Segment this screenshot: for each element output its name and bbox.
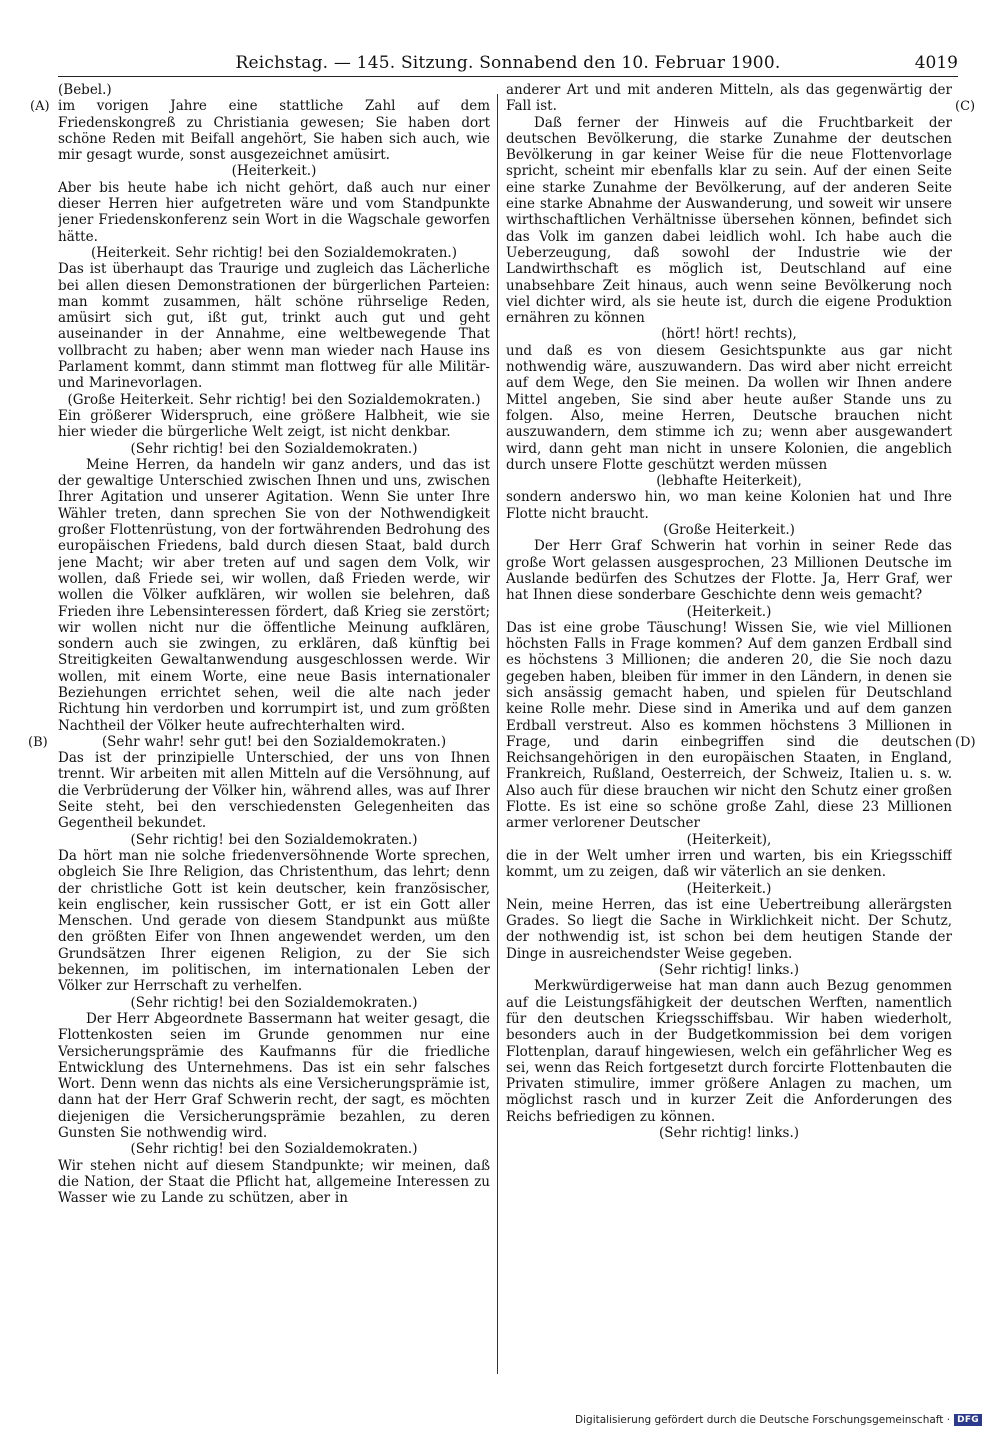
paragraph: Ein größerer Widerspruch, eine größere Halbheit, wie sie hier wieder die bürgerliche Welt zeigt, ist nicht denkbar.: [58, 407, 490, 441]
page-title: Reichstag. — 145. Sitzung. Sonnabend den 10. Februar 1900.: [235, 53, 781, 73]
interjection: (Sehr richtig! bei den Sozialdemokraten.): [130, 1141, 418, 1158]
paragraph: anderer Art und mit anderen Mitteln, als das gegenwärtig der Fall ist.: [506, 82, 952, 115]
interjection: (Sehr richtig! bei den Sozialdemokraten.): [130, 994, 418, 1011]
interjection: (Heiterkeit),: [686, 831, 772, 848]
interjection: (Sehr richtig! links.): [658, 962, 800, 979]
paragraph: die in der Welt umher irren und warten, bis ein Kriegsschiff kommt, um zu zeigen, daß wir väterlich an sie denken.: [506, 847, 952, 881]
page-header: [58, 50, 958, 77]
paragraph: sondern anderswo hin, wo man keine Kolonien hat und Ihre Flotte nicht braucht.: [506, 489, 952, 522]
dfg-logo-icon: DFG: [954, 1414, 982, 1426]
speaker-name: (Bebel.): [58, 82, 112, 98]
paragraph: Meine Herren, da handeln wir ganz anders, und das ist der gewaltige Unterschied zwischen Ihnen und uns, zwischen Ihrer Agitation und unserer Agitation. Wenn Sie unter Ihre Wähler treten, dann sprechen Sie von der Nothwendigkeit großer Flottenrüstung, von der fortwährenden Bedrohung des europäischen Friedens, bald durch diesen Staat, bald durch jene Macht; wir aber treten auf und sagen dem Volk, wir wollen, daß Friede sei, wir wollen, daß Frieden werde, wir wollen die Völker aufklären, wir wollen sie belehren, daß Frieden ihre Lebensinteressen fördert, daß Krieg sie zerstört; wir wollen nicht nur die öffentliche Meinung aufklären, sondern auch sie zwingen, zu erklären, daß künftig bei Streitigkeiten Gewaltanwendung ausgeschlossen werde. Wir wollen, mit einem Worte, eine neue Basis internationaler Beziehungen errichtet sehen, weil die alte nach jeder Richtung hin verdorben und korrumpirt ist, und zum größten Nachtheil der Völker heute aufrechterhalten wird.: [58, 456, 490, 734]
margin-mark-b: (B): [28, 735, 48, 750]
paragraph: Wir stehen nicht auf diesem Standpunkte; wir meinen, daß die Nation, der Staat die Pflicht hat, allgemeine Interessen zu Wasser wie zu Lande zu schützen, aber in: [58, 1157, 490, 1207]
interjection: (Sehr wahr! sehr gut! bei den Sozialdemokraten.): [101, 733, 447, 750]
margin-mark-c: (C): [955, 99, 976, 114]
paragraph: Das ist der prinzipielle Unterschied, der uns von Ihnen trennt. Wir arbeiten mit allen Mitteln auf die Versöhnung, auf die Verbrüderung der Völker hin, während alles, was auf Ihrer Seite steht, bei den verschiedensten Gelegenheiten das Gegentheil bekundet.: [58, 750, 490, 832]
interjection: (Heiterkeit.): [686, 603, 772, 620]
paragraph: Aber bis heute habe ich nicht gehört, daß auch nur einer dieser Herren hier aufgetreten wäre und vom Standpunkte jener Friedenskonferenz sein Wort in die Wagschale geworfen hätte.: [58, 179, 490, 245]
interjection: (lebhafte Heiterkeit),: [656, 473, 802, 490]
interjection: (hört! hört! rechts),: [661, 326, 797, 343]
paragraph: Der Herr Graf Schwerin hat vorhin in seiner Rede das große Wort gelassen ausgesprochen, 23 Millionen Deutsche im Auslande bedürfen des Schutzes der Flotte. Ja, Herr Graf, wer hat Ihnen diese sonderbare Geschichte denn weis gemacht?: [506, 538, 952, 604]
interjection: (Große Heiterkeit.): [663, 522, 795, 539]
paragraph: Merkwürdigerweise hat man dann auch Bezug genommen auf die Leistungsfähigkeit der deutschen Werften, namentlich für den deutschen Kriegsschiffsbau. Wir haben wiederholt, besonders auch in der Budgetkommission bei dem vorigen Flottenplan, darauf hingewiesen, welch ein gefährlicher Weg es sei, wenn das Reich fortgesetzt durch forcirte Flottenbauten die Privaten stimulire, immer größere Anlagen zu machen, um möglichst rasch und in kurzer Zeit die Anforderungen des Reichs befriedigen zu können.: [506, 978, 952, 1125]
page-number: 4019: [914, 53, 958, 73]
column-divider: [497, 94, 498, 1374]
right-column: [506, 82, 952, 1392]
margin-mark-d: (D): [955, 735, 976, 750]
paragraph: Der Herr Abgeordnete Bassermann hat weiter gesagt, die Flottenkosten seien im Grunde genommen nur eine Versicherungsprämie des Kaufmanns für die friedliche Entwicklung des Unternehmens. Das ist ein sehr falsches Wort. Denn wenn das nichts als eine Versicherungsprämie ist, dann hat der Herr Graf Schwerin recht, der sagt, es möchten diejenigen die Versicherungsprämie bezahlen, zu deren Gunsten Sie nothwendig wird.: [58, 1010, 490, 1141]
margin-mark-a: (A): [30, 99, 50, 114]
interjection: (Heiterkeit. Sehr richtig! bei den Sozialdemokraten.): [91, 244, 457, 261]
paragraph: Da hört man nie solche friedenversöhnende Worte sprechen, obgleich Sie Ihre Religion, das Christenthum, das lehrt; denn der christliche Gott ist kein deutscher, kein französischer, kein englischer, kein russischer Gott, er ist ein Gott aller Menschen. Und gerade von diesem Standpunkt aus müßte den größten Eifer von Ihnen angewendet werden, um den Grundsätzen Ihrer eigenen Religion, zu der Sie sich bekennen, im politischen, im internationalen Leben der Völker zur Herrschaft zu verhelfen.: [58, 847, 490, 995]
left-column: [58, 82, 490, 1392]
paragraph: Nein, meine Herren, das ist eine Uebertreibung allerärgsten Grades. So liegt die Sache in Wirklichkeit nicht. Der Schutz, der nothwendig ist, ist schon bei dem heutigen Stande der Dinge in ausreichendster Weise gegeben.: [506, 896, 952, 962]
interjection: (Heiterkeit.): [686, 880, 772, 897]
interjection: (Sehr richtig! bei den Sozialdemokraten.): [130, 440, 418, 457]
paragraph: Daß ferner der Hinweis auf die Fruchtbarkeit der deutschen Bevölkerung, die starke Zunahme der deutschen Bevölkerung in gar keiner Weise für die neue Flottenvorlage spricht, scheint mir ebenfalls klar zu sein. Auf der einen Seite eine starke Zunahme der Bevölkerung, auf der anderen Seite eine starke Abnahme der Auswanderung, und soweit wir unsere wirthschaftlichen Verhältnisse übersehen können, befindet sich das Volk im ganzen dabei leidlich wohl. Ich habe auch die Ueberzeugung, daß sowohl der Industrie wie der Landwirthschaft es möglich ist, Deutschland auf eine unabsehbare Zeit hinaus, auch wenn seine Bevölkerung noch viel dichter wird, als sie heute ist, durch die eigene Produktion ernähren zu können: [506, 114, 952, 327]
interjection: (Sehr richtig! bei den Sozialdemokraten.): [130, 831, 418, 848]
paragraph: Das ist überhaupt das Traurige und zugleich das Lächerliche bei allen diesen Demonstrationen der bürgerlichen Parteien: man kommt zusammen, hält schöne rührselige Reden, amüsirt sich gut, ißt gut, trinkt auch gut und geht auseinander in der Annahme, eine weltbewegende That vollbracht zu haben; aber wenn man wieder nach Hause ins Parlament kommt, dann stimmt man flottweg für alle Militär- und Marinevorlagen.: [58, 261, 490, 392]
interjection: (Sehr richtig! links.): [658, 1125, 800, 1141]
paragraph: im vorigen Jahre eine stattliche Zahl auf dem Friedenskongreß zu Christiania gewesen; Sie haben dort schöne Reden mit Beifall angehört, Sie haben sich auch, wie mir gesagt wurde, sonst ausgezeichnet amüsirt.: [58, 98, 490, 164]
digitization-footer: [575, 1412, 982, 1428]
paragraph: Das ist eine grobe Täuschung! Wissen Sie, wie viel Millionen höchsten Falls in Frage kommen? Auf dem ganzen Erdball sind es höchstens 3 Millionen; die anderen 20, die Sie noch dazu gegeben haben, bleiben für immer in den Ländern, in denen sie sich ansässig gemacht haben, und spielen für Deutschland keine Rolle mehr. Diese sind in Amerika und auf dem ganzen Erdball verstreut. Also es kommen höchstens 3 Millionen in Frage, und darin einbegriffen sind die deutschen Reichsangehörigen in den europäischen Staaten, in England, Frankreich, Rußland, Oesterreich, der Schweiz, Italien u. s. w. Also auch für diese brauchen wir nicht den Schutz einer großen Flotte. Es ist eine so schöne große Zahl, diese 23 Millionen armer verlorener Deutscher: [506, 619, 952, 832]
interjection: (Große Heiterkeit. Sehr richtig! bei den Sozialdemokraten.): [67, 391, 481, 408]
interjection: (Heiterkeit.): [231, 163, 317, 180]
paragraph: und daß es von diesem Gesichtspunkte aus gar nicht nothwendig wäre, auszuwandern. Das wird aber nicht erreicht auf dem Wege, den Sie meinen. Da wollen wir Ihnen andere Mittel angeben, Sie sind aber heute außer Stande uns zu folgen. Also, meine Herren, Deutsche brauchen nicht auszuwandern, dem stimme ich zu; wenn aber ausgewandert wird, dann geht man nicht in unsere Kolonien, die angeblich durch unsere Flotte geschützt werden müssen: [506, 342, 952, 473]
footer-credit: Digitalisierung gefördert durch die Deutsche Forschungsgemeinschaft ·: [575, 1414, 951, 1426]
